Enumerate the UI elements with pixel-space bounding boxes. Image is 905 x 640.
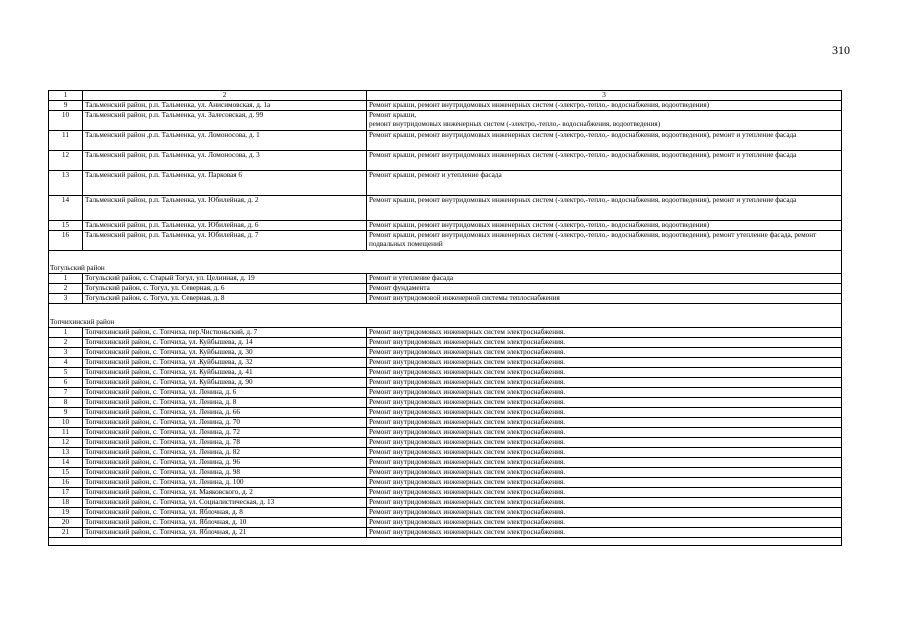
row-number: 20 (49, 518, 83, 528)
row-work: Ремонт внутридомовых инженерных систем электроснабжения. (367, 408, 842, 418)
repair-schedule-table (48, 90, 842, 546)
row-work: Ремонт внутридомовых инженерных систем электроснабжения. (367, 358, 842, 368)
table-row (49, 231, 842, 251)
row-number: 6 (49, 378, 83, 388)
row-number: 13 (49, 448, 83, 458)
row-number: 10 (49, 111, 83, 131)
row-address: Топчихинский район, с. Топчиха, ул. Куйбышева, д. 90 (83, 378, 367, 388)
table-row (49, 358, 842, 368)
row-address: Топчихинский район, с. Топчиха, ул. Ленина, д. 96 (83, 458, 367, 468)
row-work: Ремонт внутридомовых инженерных систем электроснабжения. (367, 328, 842, 338)
table-row (49, 438, 842, 448)
row-work: Ремонт крыши, ремонт внутридомовых инженерных систем (-электро,-тепло,- водоснабжения, водоотведения), ремонт утепление фасада, ремонт подвальных помещений (367, 231, 842, 251)
row-work: Ремонт фундамента (367, 284, 842, 294)
row-number: 1 (49, 328, 83, 338)
row-number: 17 (49, 488, 83, 498)
row-address: Топчихинский район, с. Топчиха, ул. Ленина, д. 66 (83, 408, 367, 418)
row-work: Ремонт крыши, ремонт внутридомовых инженерных систем (-электро,-тепло,- водоснабжения, водоотведения) (367, 221, 842, 231)
table-row (49, 388, 842, 398)
table-row (49, 101, 842, 111)
row-number: 2 (49, 284, 83, 294)
table-row (49, 458, 842, 468)
row-work: Ремонт внутридомовых инженерных систем электроснабжения. (367, 398, 842, 408)
table-row (49, 498, 842, 508)
row-work: Ремонт внутридомовых инженерных систем электроснабжения. (367, 438, 842, 448)
row-number: 14 (49, 458, 83, 468)
row-number: 15 (49, 468, 83, 478)
row-number: 19 (49, 508, 83, 518)
header-col-3: 3 (367, 91, 842, 101)
header-col-2: 2 (83, 91, 367, 101)
table-row (49, 131, 842, 151)
table-bottom-spacer (49, 538, 842, 546)
row-number: 18 (49, 498, 83, 508)
row-work: Ремонт крыши, ремонт внутридомовых инженерных систем (-электро,-тепло,- водоснабжения, водоотведения) (367, 101, 842, 111)
row-number: 16 (49, 231, 83, 251)
row-work: Ремонт внутридомовых инженерных систем электроснабжения. (367, 528, 842, 538)
table-row (49, 368, 842, 378)
row-work: Ремонт крыши, ремонт внутридомовых инженерных систем (-электро,-тепло,- водоснабжения, водоотведения), ремонт и утепление фасада (367, 131, 842, 151)
row-address: Топчихинский район, с. Топчиха, ул. Ленина, д. 82 (83, 448, 367, 458)
row-work: Ремонт внутридомовых инженерных систем электроснабжения. (367, 338, 842, 348)
row-number: 16 (49, 478, 83, 488)
row-address: Топчихинский район, с. Топчиха, ул. Куйбышева, д. 14 (83, 338, 367, 348)
section-header-topchikha (49, 304, 842, 328)
table-row (49, 398, 842, 408)
row-work: Ремонт внутридомовых инженерных систем электроснабжения. (367, 388, 842, 398)
row-address: Топчихинский район, с. Топчиха, ул. Яблочная, д. 21 (83, 528, 367, 538)
row-address: Топчихинский район, с. Топчиха, ул. Яблочная, д. 8 (83, 508, 367, 518)
row-work: Ремонт крыши, ремонт и утепление фасада (367, 171, 842, 196)
row-work: Ремонт внутридомовых инженерных систем электроснабжения. (367, 418, 842, 428)
row-address: Топчихинский район, с. Топчиха, ул. Куйбышева, д. 30 (83, 348, 367, 358)
row-work: Ремонт крыши, ремонт внутридомовых инженерных систем (-электро,-тепло,- водоснабжения, водоотведения), ремонт и утепление фасада (367, 196, 842, 221)
row-work: Ремонт внутридомовых инженерных систем электроснабжения. (367, 478, 842, 488)
table-row (49, 528, 842, 538)
row-work: Ремонт внутридомовых инженерных систем электроснабжения. (367, 348, 842, 358)
row-work: Ремонт внутридомовых инженерных систем электроснабжения. (367, 498, 842, 508)
table-row (49, 171, 842, 196)
row-work: Ремонт внутридомовой инженерной системы теплоснабжения (367, 294, 842, 304)
row-number: 5 (49, 368, 83, 378)
row-number: 11 (49, 428, 83, 438)
row-number: 14 (49, 196, 83, 221)
row-number: 10 (49, 418, 83, 428)
row-number: 13 (49, 171, 83, 196)
row-work: Ремонт внутридомовых инженерных систем электроснабжения. (367, 458, 842, 468)
page-number: 310 (832, 43, 850, 57)
row-work: Ремонт внутридомовых инженерных систем электроснабжения. (367, 448, 842, 458)
row-work: Ремонт крыши, ремонт внутридомовых инженерных систем (-электро,-тепло,- водоснабжения, водоотведения) (367, 111, 842, 131)
table-row (49, 428, 842, 438)
row-number: 3 (49, 294, 83, 304)
table-row (49, 294, 842, 304)
table-row (49, 221, 842, 231)
table-row (49, 111, 842, 131)
row-address: Тальменский район, р.п. Тальменка, ул. Анисимовская, д. 1а (83, 101, 367, 111)
row-number: 11 (49, 131, 83, 151)
row-address: Топчихинский район, с. Топчиха, ул. Ленина, д. 78 (83, 438, 367, 448)
spacer-cell (49, 538, 842, 546)
row-number: 7 (49, 388, 83, 398)
row-address: Топчихинский район, с. Топчиха, ул. Маяковского, д. 2 (83, 488, 367, 498)
row-address: Тальменский район, р.п. Тальменка, ул. Залесовская, д. 99 (83, 111, 367, 131)
row-address: Топчихинский район, с. Топчиха, ул .Куйбышева, д. 32 (83, 358, 367, 368)
row-address: Топчихинский район, с. Топчиха, ул. Социалистическая, д. 13 (83, 498, 367, 508)
table-row (49, 518, 842, 528)
row-number: 21 (49, 528, 83, 538)
row-address: Тальменский район, р.п. Тальменка, ул. Юбилейная, д. 2 (83, 196, 367, 221)
row-address: Тогульский район, с. Тогул, ул. Северная, д. 6 (83, 284, 367, 294)
table-row (49, 408, 842, 418)
row-address: Тальменский район, р.п. Тальменка, ул. Юбилейная, д. 6 (83, 221, 367, 231)
table-row (49, 448, 842, 458)
row-address: Тальменский район, р.п. Тальменка, ул. Ломоносова, д. 3 (83, 151, 367, 171)
table-row (49, 508, 842, 518)
row-number: 15 (49, 221, 83, 231)
row-address: Топчихинский район, с. Топчиха, ул. Ленина, д. 72 (83, 428, 367, 438)
row-address: Топчихинский район, с. Топчиха, ул. Ленина, д. 8 (83, 398, 367, 408)
row-address: Топчихинский район, с. Топчиха, ул. Ленина, д. 100 (83, 478, 367, 488)
row-address: Топчихинский район, с. Топчиха, пер.Чистюньский, д. 7 (83, 328, 367, 338)
table-row (49, 418, 842, 428)
row-work: Ремонт внутридомовых инженерных систем электроснабжения. (367, 378, 842, 388)
row-address: Тальменский район ,р.п. Тальменка, ул. Ломоносова, д. 1 (83, 131, 367, 151)
row-number: 3 (49, 348, 83, 358)
row-work: Ремонт и утепление фасада (367, 274, 842, 284)
row-work: Ремонт крыши, ремонт внутридомовых инженерных систем (-электро,-тепло,- водоснабжения, водоотведения), ремонт и утепление фасада (367, 151, 842, 171)
table-row (49, 151, 842, 171)
row-address: Тальменский район, р.п. Тальменка, ул. Юбилейная, д. 7 (83, 231, 367, 251)
row-address: Топчихинский район, с. Топчиха, ул. Ленина, д. 98 (83, 468, 367, 478)
table-row (49, 378, 842, 388)
table-row (49, 338, 842, 348)
row-address: Тогульский район, с. Тогул, ул. Северная, д. 8 (83, 294, 367, 304)
row-work: Ремонт внутридомовых инженерных систем электроснабжения. (367, 518, 842, 528)
section-header-togul (49, 251, 842, 274)
row-number: 9 (49, 408, 83, 418)
row-work: Ремонт внутридомовых инженерных систем электроснабжения. (367, 488, 842, 498)
header-col-1: 1 (49, 91, 83, 101)
row-address: Топчихинский район, с. Топчиха, ул. Ленина, д. 6 (83, 388, 367, 398)
table-row (49, 328, 842, 338)
row-address: Топчихинский район, с. Топчиха, ул. Яблочная, д. 10 (83, 518, 367, 528)
row-work: Ремонт внутридомовых инженерных систем электроснабжения. (367, 508, 842, 518)
row-address: Топчихинский район, с. Топчиха, ул. Ленина, д. 70 (83, 418, 367, 428)
header-row (49, 91, 842, 101)
row-number: 12 (49, 438, 83, 448)
row-number: 9 (49, 101, 83, 111)
row-number: 4 (49, 358, 83, 368)
table-row (49, 196, 842, 221)
table-row (49, 284, 842, 294)
section-title: Тогульский район (49, 251, 842, 274)
row-address: Топчихинский район, с. Топчиха, ул. Куйбышева, д. 41 (83, 368, 367, 378)
row-work: Ремонт внутридомовых инженерных систем электроснабжения. (367, 468, 842, 478)
row-number: 2 (49, 338, 83, 348)
table-row (49, 468, 842, 478)
row-number: 1 (49, 274, 83, 284)
row-number: 12 (49, 151, 83, 171)
table-row (49, 478, 842, 488)
row-work: Ремонт внутридомовых инженерных систем электроснабжения. (367, 368, 842, 378)
row-number: 8 (49, 398, 83, 408)
table-row (49, 488, 842, 498)
table-row (49, 274, 842, 284)
row-address: Тогульский район, с. Старый Тогул, ул. Целинная, д. 19 (83, 274, 367, 284)
row-address: Тальменский район, р.п. Тальменка, ул. Парковая 6 (83, 171, 367, 196)
table-row (49, 348, 842, 358)
section-title: Топчихинский район (49, 304, 842, 328)
row-work: Ремонт внутридомовых инженерных систем электроснабжения. (367, 428, 842, 438)
